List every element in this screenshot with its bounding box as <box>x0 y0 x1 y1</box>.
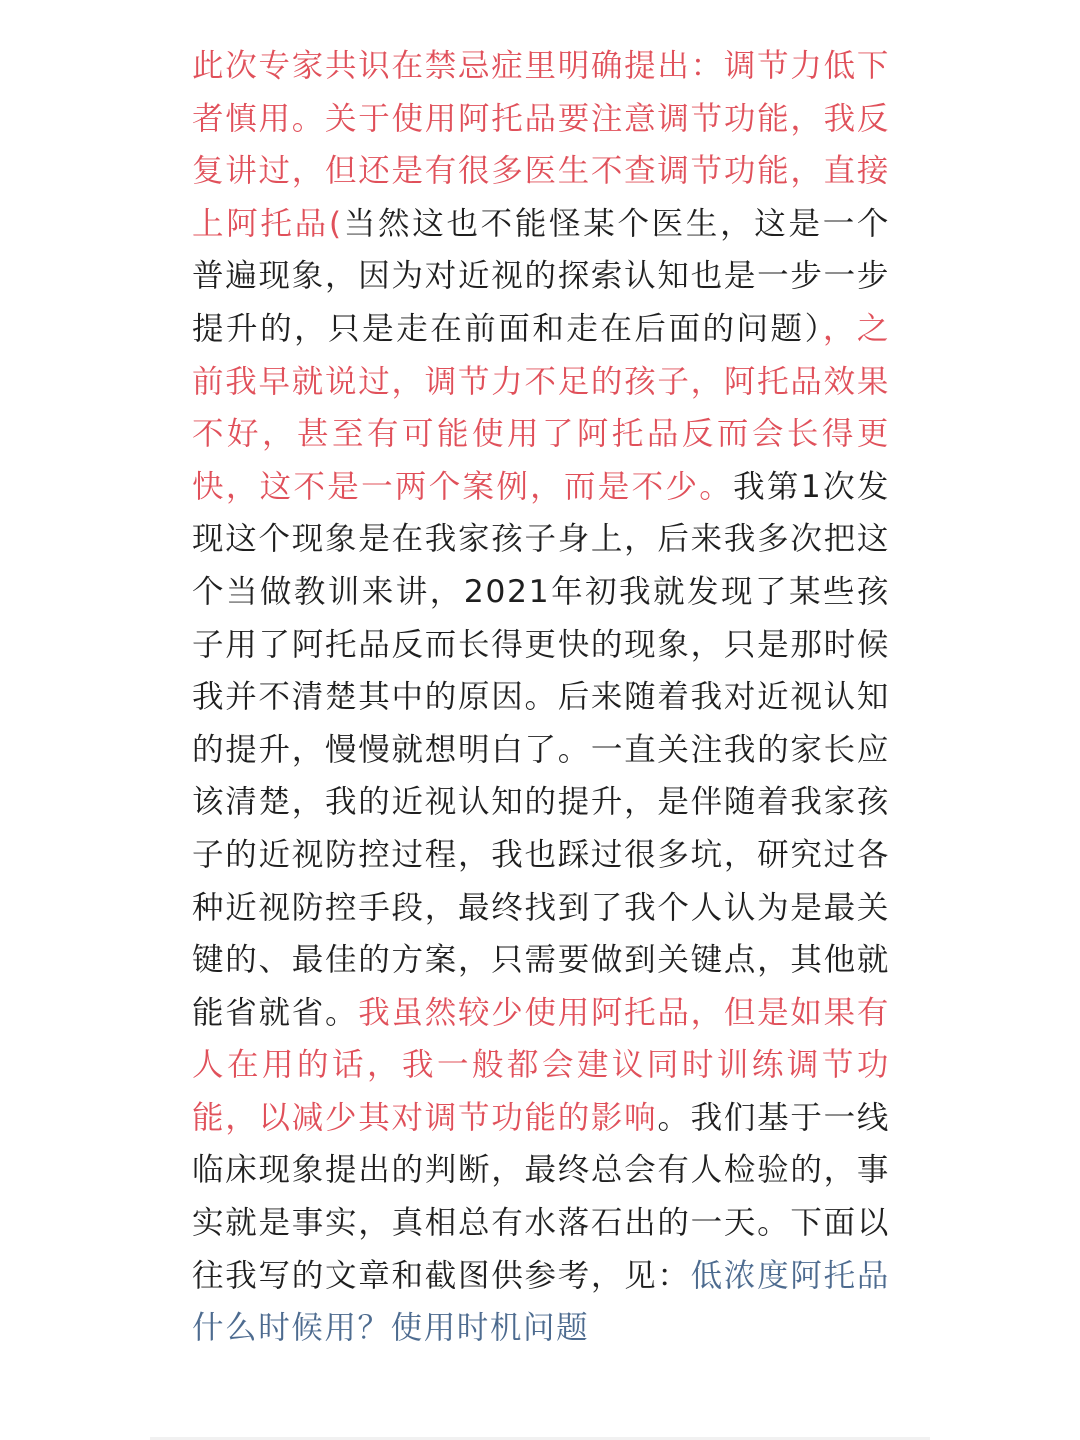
article-link[interactable]: 低浓度阿托品什么时候用？使用时机问题 <box>192 1257 890 1347</box>
article-body <box>192 40 890 1355</box>
body-text-conclusion: 。我们基于一线临床现象提出的判断，最终总会有人检验的，事实就是事实，真相总有水落石出的一天。下面以往我写的文章和截图供参考，见： <box>192 1099 891 1294</box>
body-text-explanation: 当然这也不能怪某个医生，这是一个普遍现象，因为对近视的探索认知也是一步一步提升的，只是走在前面和走在后面的问题） <box>192 205 890 347</box>
highlight-text-consensus: 此次专家共识在禁忌症里明确提出：调节力低下者慎用。关于使用阿托品要注意调节功能，我反复讲过，但还是有很多医生不查调节功能，直接上阿托品( <box>192 48 890 242</box>
body-text-experience: 我第1次发现这个现象是在我家孩子身上，后来我多次把这个当做教训来讲，2021年初我就发现了某些孩子用了阿托品反而长得更快的现象，只是那时候我并不清楚其中的原因。后来随着我对近视认知的提升，慢慢就想明白了。一直关注我的家长应该清楚，我的近视认知的提升，是伴随着我家孩子的近视防控过程，我也踩过很多坑，研究过各种近视防控手段，最终找到了我个人认为是最关键的、最佳的方案，只需要做到关键点，其他就能省就省。 <box>192 468 890 1031</box>
highlight-text-recommendation: 我虽然较少使用阿托品，但是如果有人在用的话，我一般都会建议同时训练调节功能，以减少其对调节功能的影响 <box>192 994 890 1136</box>
highlight-text-warning: ，之前我早就说过，调节力不足的孩子，阿托品效果不好，甚至有可能使用了阿托品反而会长得更快，这不是一两个案例，而是不少。 <box>192 310 891 505</box>
